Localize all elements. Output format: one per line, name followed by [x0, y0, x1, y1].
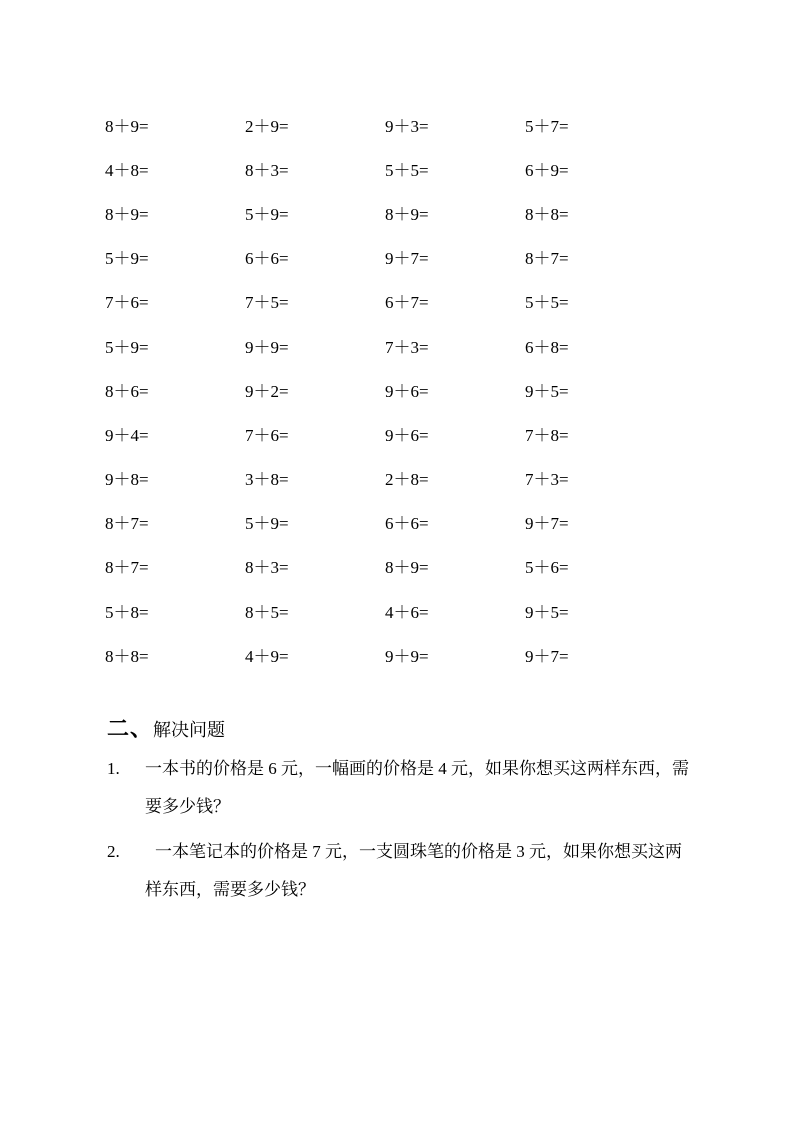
addition-problem: 9＋4= [105, 425, 149, 445]
addition-problem: 6＋6= [245, 249, 289, 269]
exercise-row [105, 192, 665, 236]
addition-problem: 5＋7= [525, 116, 569, 136]
addition-problem: 9＋8= [105, 470, 149, 490]
addition-problem: 6＋6= [385, 514, 429, 534]
addition-problem: 5＋5= [525, 293, 569, 313]
addition-problem: 8＋3= [245, 558, 289, 578]
addition-problem: 5＋5= [385, 160, 429, 180]
addition-problem: 9＋7= [525, 646, 569, 666]
addition-problem: 8＋5= [245, 602, 289, 622]
addition-problem: 7＋5= [245, 293, 289, 313]
section-heading [107, 712, 225, 743]
exercise-row [105, 369, 665, 413]
exercise-row [105, 281, 665, 325]
addition-problem: 5＋6= [525, 558, 569, 578]
exercise-row [105, 590, 665, 634]
addition-problem: 8＋6= [105, 381, 149, 401]
addition-problem: 6＋9= [525, 160, 569, 180]
addition-problem: 8＋9= [385, 558, 429, 578]
exercise-row [105, 502, 665, 546]
addition-problem: 4＋6= [385, 602, 429, 622]
addition-problem: 8＋9= [105, 204, 149, 224]
addition-problem: 9＋5= [525, 602, 569, 622]
addition-problem: 5＋9= [245, 204, 289, 224]
addition-problem: 5＋9= [105, 337, 149, 357]
addition-problem: 8＋8= [105, 646, 149, 666]
problem-number: 2. [107, 842, 120, 861]
problem-text: 一本笔记本的价格是 7 元，一支圆珠笔的价格是 3 元，如果你想买这两样东西，需要多少钱？ [145, 842, 682, 899]
word-problem-2 [107, 833, 707, 909]
addition-problem: 9＋7= [525, 514, 569, 534]
problem-number: 1. [107, 759, 120, 778]
addition-problem: 6＋7= [385, 293, 429, 313]
addition-problem: 4＋8= [105, 160, 149, 180]
addition-problem: 9＋9= [245, 337, 289, 357]
addition-problem: 9＋7= [385, 249, 429, 269]
addition-problem: 8＋3= [245, 160, 289, 180]
exercise-row [105, 325, 665, 369]
addition-problem: 5＋8= [105, 602, 149, 622]
addition-problem: 7＋6= [245, 425, 289, 445]
addition-problem: 6＋8= [525, 337, 569, 357]
addition-problem: 9＋6= [385, 381, 429, 401]
addition-problem: 2＋8= [385, 470, 429, 490]
addition-problem: 8＋7= [105, 558, 149, 578]
addition-problem: 9＋9= [385, 646, 429, 666]
exercise-row [105, 104, 665, 148]
addition-problem: 8＋9= [105, 116, 149, 136]
section-title: 解决问题 [153, 720, 226, 740]
exercise-row [105, 413, 665, 457]
addition-problem: 7＋8= [525, 425, 569, 445]
addition-problem: 8＋9= [385, 204, 429, 224]
addition-exercise-grid [105, 104, 665, 678]
section-number: 二、 [107, 716, 154, 741]
exercise-row [105, 546, 665, 590]
addition-problem: 9＋2= [245, 381, 289, 401]
addition-problem: 7＋6= [105, 293, 149, 313]
exercise-row [105, 634, 665, 678]
addition-problem: 7＋3= [385, 337, 429, 357]
exercise-row [105, 148, 665, 192]
exercise-row [105, 458, 665, 502]
addition-problem: 8＋8= [525, 204, 569, 224]
addition-problem: 5＋9= [245, 514, 289, 534]
addition-problem: 9＋6= [385, 425, 429, 445]
word-problem-1 [107, 750, 707, 826]
addition-problem: 8＋7= [105, 514, 149, 534]
problem-text: 一本书的价格是 6 元，一幅画的价格是 4 元，如果你想买这两样东西，需要多少钱？ [145, 759, 689, 816]
addition-problem: 4＋9= [245, 646, 289, 666]
addition-problem: 9＋5= [525, 381, 569, 401]
addition-problem: 5＋9= [105, 249, 149, 269]
addition-problem: 8＋7= [525, 249, 569, 269]
addition-problem: 7＋3= [525, 470, 569, 490]
addition-problem: 9＋3= [385, 116, 429, 136]
addition-problem: 2＋9= [245, 116, 289, 136]
exercise-row [105, 237, 665, 281]
addition-problem: 3＋8= [245, 470, 289, 490]
